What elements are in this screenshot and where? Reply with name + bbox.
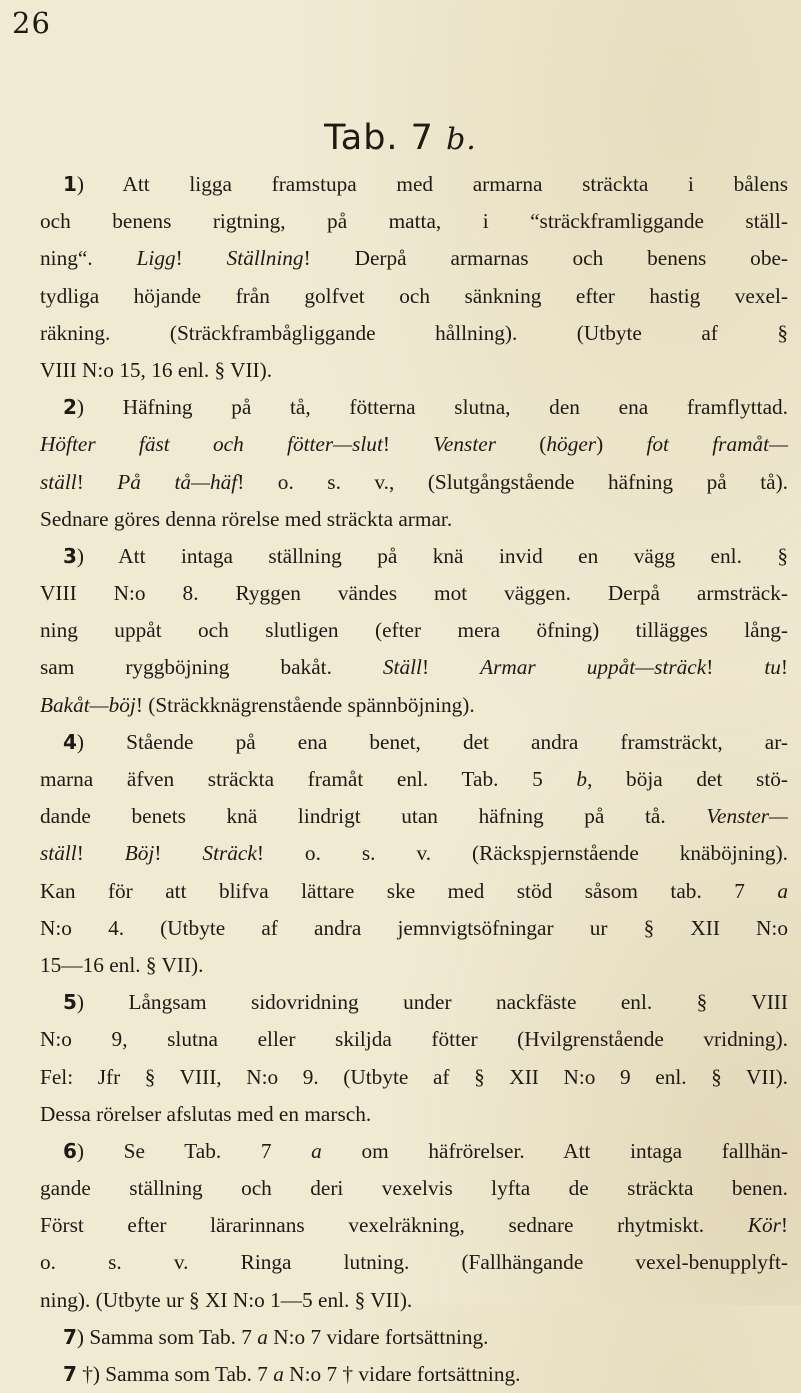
paragraph-5-line: N:o 9, slutna eller skiljda fötter (Hvilgrenstående vridning). (40, 1027, 788, 1052)
paragraph-7-dagger-line: 7 †) Samma som Tab. 7 a N:o 7 † vidare fortsättning. (63, 1362, 521, 1386)
paragraph-1-line: tydliga höjande från golfvet och sänkning efter hastig vexel- (40, 283, 788, 308)
paragraph-4-line: 4) Stående på ena benet, det andra framsträckt, ar- (63, 729, 788, 754)
paragraph-4-line: Kan för att blifva lättare ske med stöd såsom tab. 7 a (40, 878, 788, 903)
paragraph-4-line: 15—16 enl. § VII). (40, 952, 204, 977)
paragraph-5-line: Fel: Jfr § VIII, N:o 9. (Utbyte af § XII N:o 9 enl. § VII). (40, 1064, 788, 1089)
paragraph-4-line: N:o 4. (Utbyte af andra jemnvigtsöfningar ur § XII N:o (40, 915, 788, 940)
paragraph-1-line: räkning. (Sträckframbågliggande hållning). (Utbyte af § (40, 320, 788, 345)
paragraph-2-line: ställ! På tå—häf! o. s. v., (Slutgångstående häfning på tå). (40, 469, 788, 494)
paragraph-3-line: ning uppåt och slutligen (efter mera öfning) tillägges lång- (40, 618, 788, 643)
paragraph-6-line: gande ställning och deri vexelvis lyfta de sträckta benen. (40, 1176, 788, 1201)
body-text (40, 166, 788, 1393)
heading-main: Tab. 7 (324, 118, 434, 158)
paragraph-6-line: ning). (Utbyte ur § XI N:o 1—5 enl. § VII). (40, 1287, 413, 1312)
paragraph-1-line: VIII N:o 15, 16 enl. § VII). (40, 357, 273, 382)
paragraph-2-line: Höfter fäst och fötter—slut! Venster (höger) fot framåt— (40, 432, 789, 457)
paragraph-3-line: 3) Att intaga ställning på knä invid en vägg enl. § (63, 543, 788, 568)
paragraph-4-line: ställ! Böj! Sträck! o. s. v. (Räckspjernstående knäböjning). (40, 841, 789, 866)
paragraph-2-line: Sednare göres denna rörelse med sträckta armar. (40, 506, 453, 531)
paragraph-2-line: 2) Häfning på tå, fötterna slutna, den ena framflyttad. (63, 395, 788, 420)
paragraph-1-line: 1) Att ligga framstupa med armarna sträckta i bålens (63, 172, 788, 196)
paragraph-1-line: och benens rigtning, på matta, i “sträckframliggande ställ- (40, 209, 788, 234)
paragraph-6-line: o. s. v. Ringa lutning. (Fallhängande vexel-benupplyft- (40, 1250, 788, 1275)
paragraph-4-line: marna äfven sträckta framåt enl. Tab. 5 b, böja det stö- (40, 767, 788, 791)
paragraph-5-line: 5) Långsam sidovridning under nackfäste enl. § VIII (63, 990, 788, 1015)
page-heading (0, 118, 801, 158)
heading-sub: b. (446, 122, 477, 157)
paragraph-7-line: 7) Samma som Tab. 7 a N:o 7 vidare fortsättning. (63, 1324, 489, 1349)
paragraph-3-line: Bakåt—böj! (Sträckknägrenstående spännböjning). (40, 692, 475, 717)
paragraph-6-line: 6) Se Tab. 7 a om häfrörelser. Att intaga fallhän- (63, 1138, 788, 1163)
paragraph-3-line: VIII N:o 8. Ryggen vändes mot väggen. Derpå armsträck- (40, 581, 788, 606)
paragraph-5-line: Dessa rörelser afslutas med en marsch. (40, 1101, 372, 1126)
page-number: 26 (12, 6, 51, 40)
paragraph-3-line: sam ryggböjning bakåt. Ställ! Armar uppåt—sträck! tu! (40, 655, 788, 680)
paragraph-4-line: dande benets knä lindrigt utan häfning på tå. Venster— (40, 804, 788, 829)
paragraph-1-line: ning“. Ligg! Ställning! Derpå armarnas och benens obe- (40, 246, 789, 271)
paragraph-6-line: Först efter lärarinnans vexelräkning, sednare rhytmiskt. Kör! (40, 1213, 788, 1238)
